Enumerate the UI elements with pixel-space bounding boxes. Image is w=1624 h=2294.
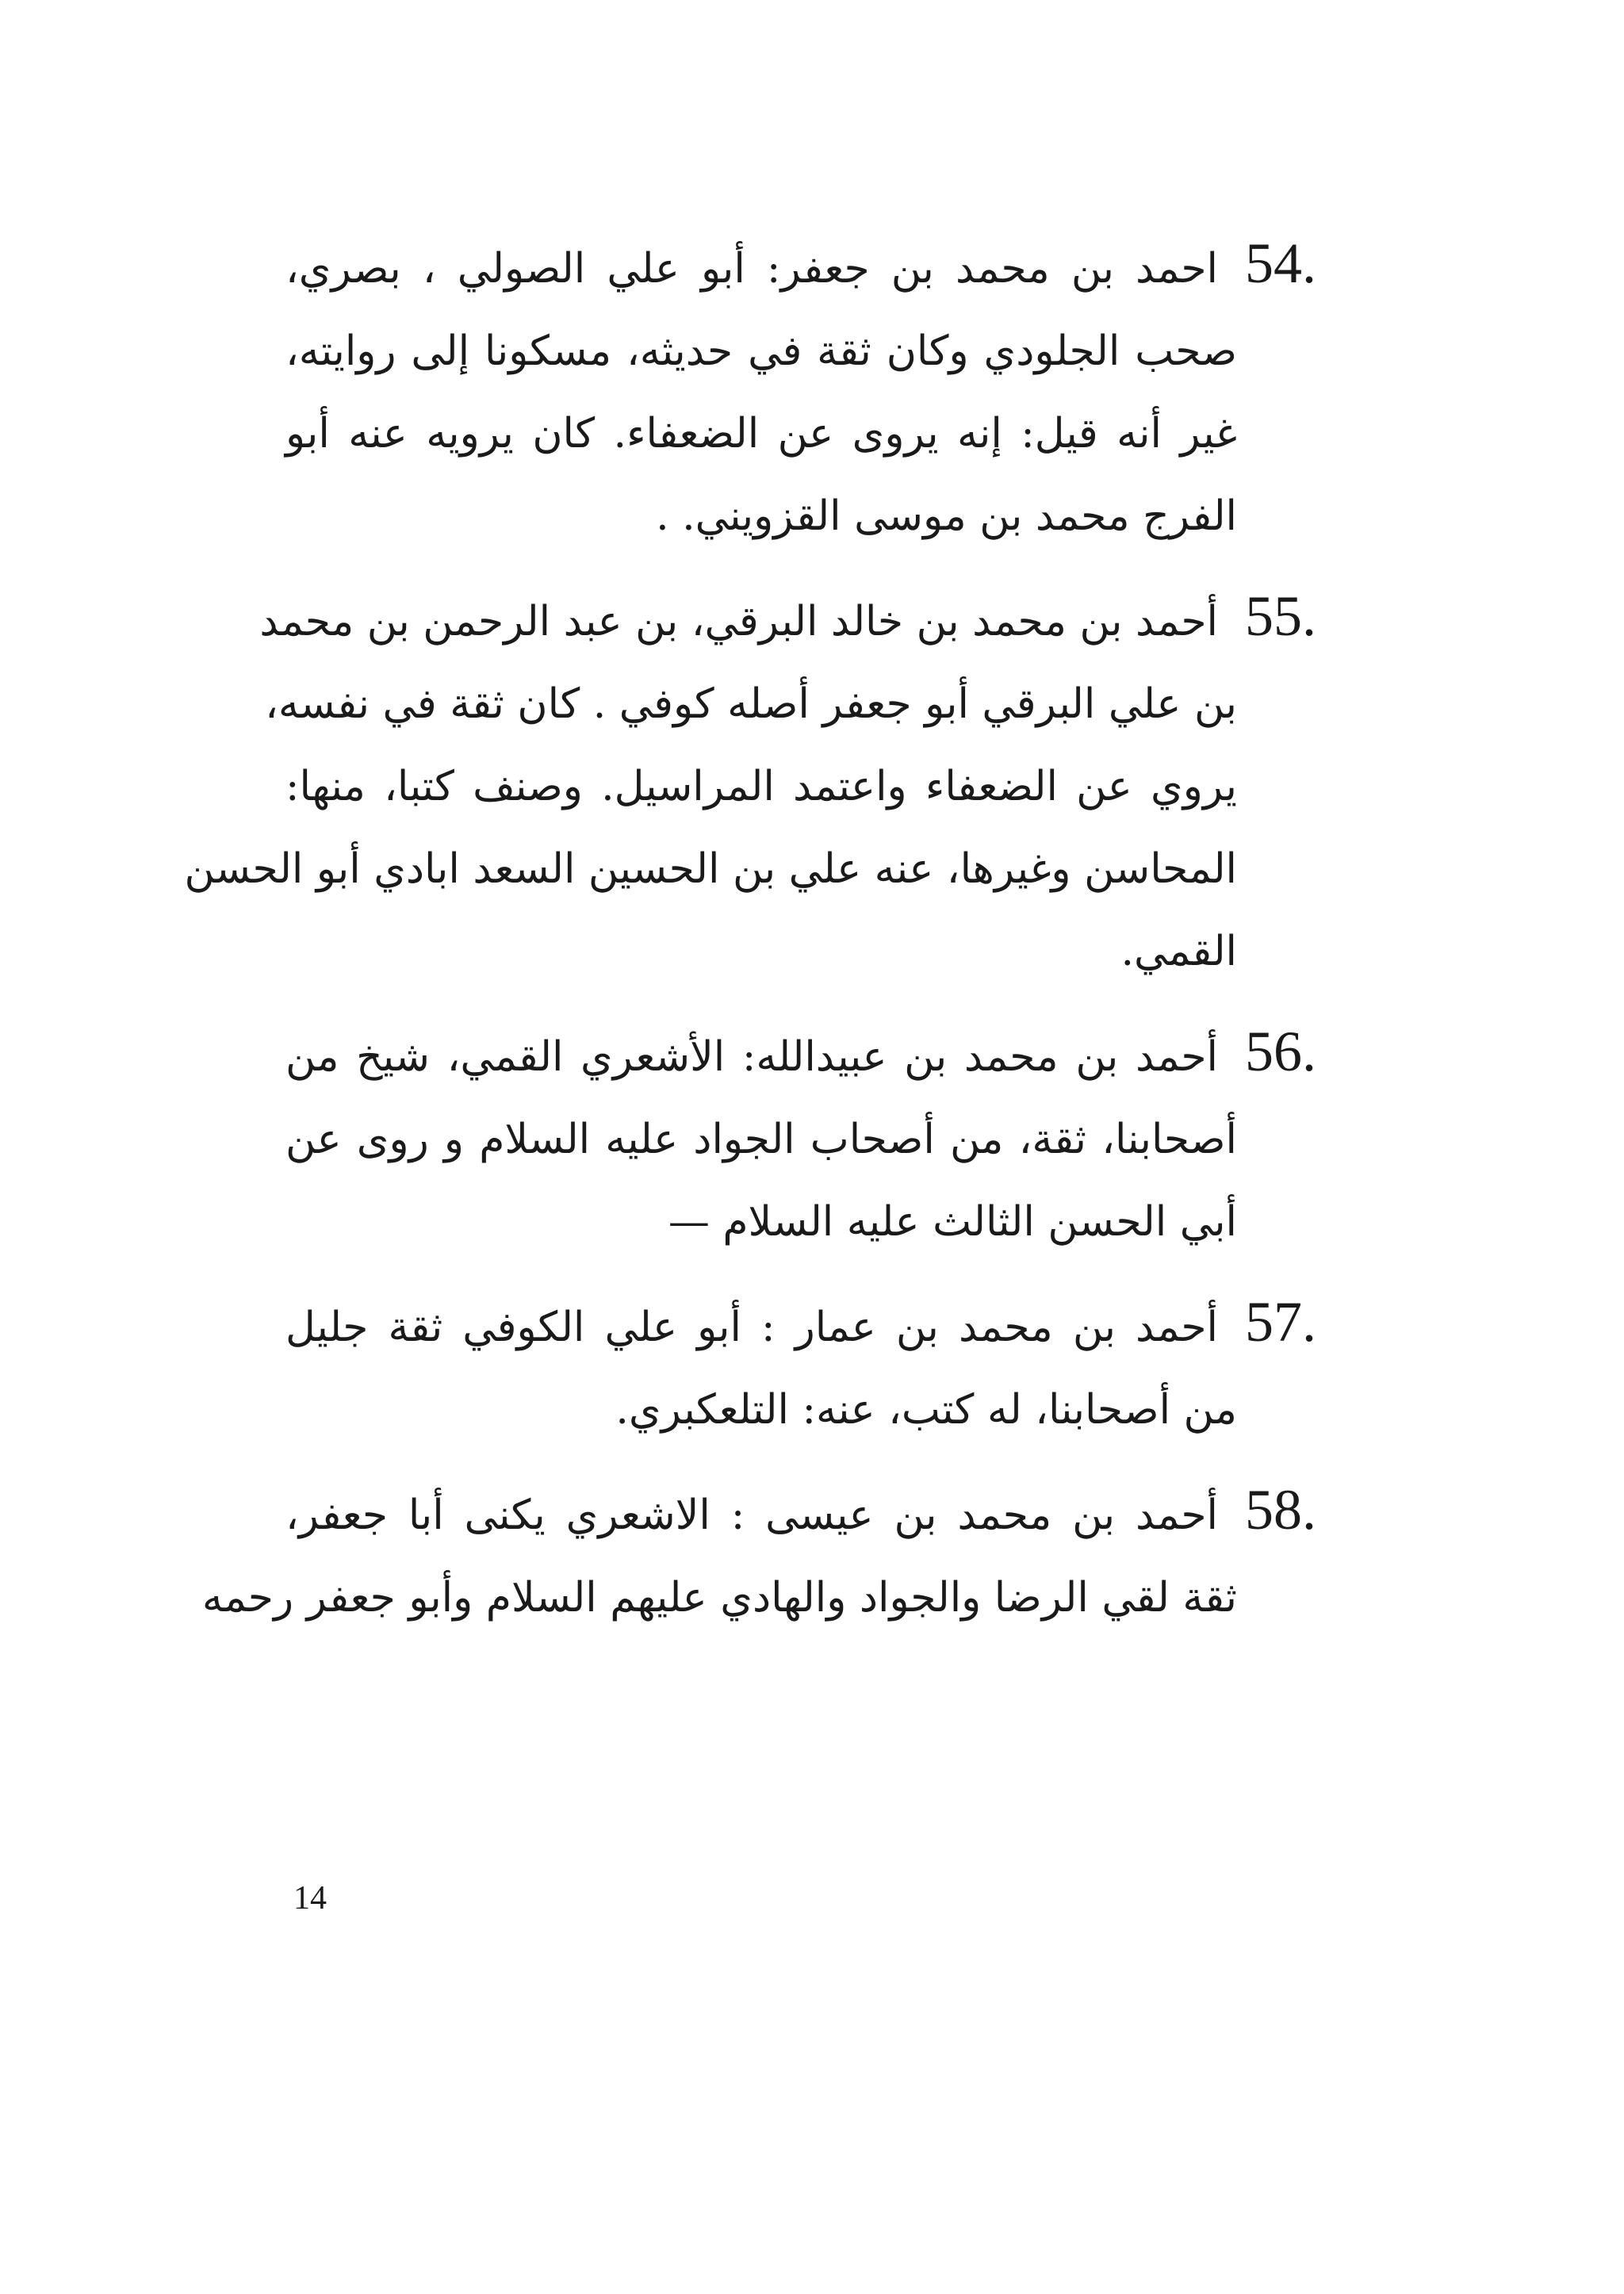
entry-text-line: بن علي البرقي أبو جعفر أصله كوفي . كان ثقة في نفسه، (265, 680, 1237, 728)
entry-55 (184, 575, 1316, 993)
entry-number: 57. (1245, 1290, 1316, 1354)
entry-58 (201, 1469, 1316, 1639)
entry-text-line: المحاسن وغيرها، عنه علي بن الحسين السعد ابادي أبو الحسن (184, 845, 1237, 893)
entry-text-line: يروي عن الضعفاء واعتمد المراسيل. وصنف كتبا، منها: (285, 763, 1237, 810)
entry-text: احمد بن محمد بن جعفر: أبو علي الصولي ، بصري، (285, 245, 1218, 293)
entry-text-line: غير أنه قيل: إنه يروى عن الضعفاء. كان يرويه عنه أبو (285, 410, 1237, 458)
entry-first-line (285, 1281, 1316, 1369)
entry-text: أحمد بن محمد بن عمار : أبو علي الكوفي ثقة جليل (285, 1304, 1218, 1351)
entry-57 (285, 1281, 1316, 1451)
entry-first-line (285, 222, 1316, 310)
entry-first-line (285, 1469, 1316, 1557)
entry-text: أحمد بن محمد بن خالد البرقي، بن عبد الرحمن بن محمد (259, 598, 1218, 645)
entry-number: 56. (1245, 1020, 1316, 1083)
page-body (184, 222, 1316, 1656)
entry-first-line (285, 1010, 1316, 1098)
entry-number: 58. (1245, 1478, 1316, 1541)
entry-text: أحمد بن محمد بن عيسى : الاشعري يكنى أبا جعفر، (285, 1492, 1218, 1539)
entry-number: 55. (1245, 584, 1316, 648)
entry-text-line: صحب الجلودي وكان ثقة في حديثه، مسكونا إلى روايته، (285, 327, 1237, 375)
entry-56 (285, 1010, 1316, 1263)
entry-text-line: أصحابنا، ثقة، من أصحاب الجواد عليه السلام و روى عن (285, 1116, 1237, 1163)
entry-text-line: القمي. (1120, 928, 1237, 975)
page-number: 14 (293, 1880, 327, 1917)
entry-54 (285, 222, 1316, 557)
entry-text-line: ثقة لقي الرضا والجواد والهادي عليهم السلام وأبو جعفر رحمه (201, 1574, 1237, 1622)
entry-number: 54. (1245, 232, 1316, 295)
entry-text-line: أبي الحسن الثالث عليه السلام — (668, 1198, 1237, 1246)
entry-text-line: من أصحابنا، له كتب، عنه: التلعكبري. (615, 1386, 1237, 1434)
entry-text-line: الفرج محمد بن موسى القزويني. . (656, 492, 1237, 540)
entry-first-line (259, 575, 1316, 663)
entry-text: أحمد بن محمد بن عبيدالله: الأشعري القمي، شيخ من (285, 1033, 1218, 1081)
